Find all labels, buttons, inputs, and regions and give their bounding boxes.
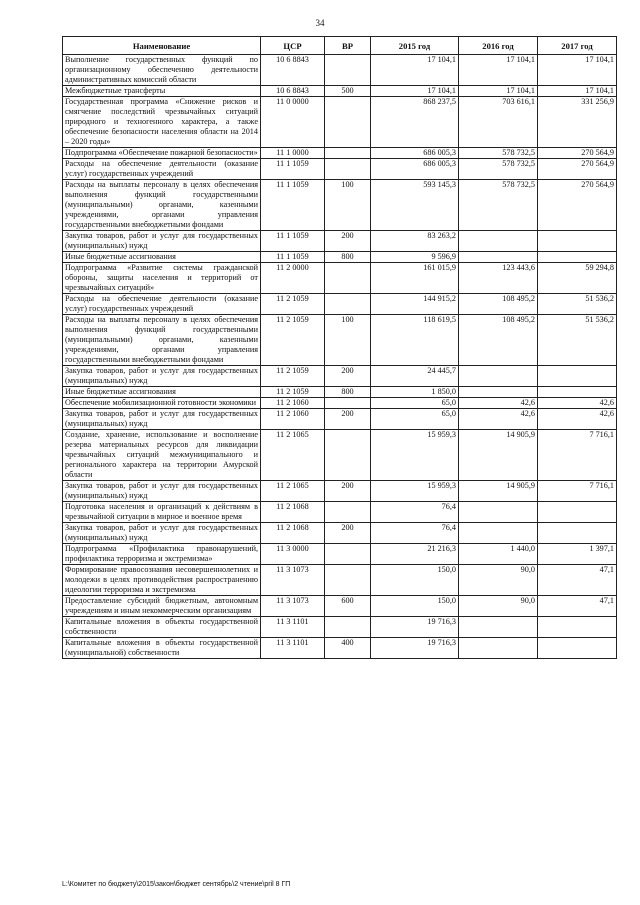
row-2017-cell: 331 256,9	[538, 97, 617, 148]
row-csr-cell: 10 6 8843	[261, 86, 325, 97]
row-2016-cell: 90,0	[459, 565, 538, 596]
row-csr-cell: 11 1 1059	[261, 252, 325, 263]
row-2016-cell: 578 732,5	[459, 148, 538, 159]
row-vr-cell	[325, 617, 371, 638]
row-name-cell: Капитальные вложения в объекты государственной (муниципальной) собственности	[63, 638, 261, 659]
page-number: 34	[315, 18, 325, 28]
row-csr-cell: 11 2 1068	[261, 523, 325, 544]
row-2017-cell: 270 564,9	[538, 159, 617, 180]
row-2015-cell: 17 104,1	[371, 86, 459, 97]
row-vr-cell	[325, 159, 371, 180]
row-vr-cell: 600	[325, 596, 371, 617]
table-row	[63, 502, 617, 523]
row-name-cell: Закупка товаров, работ и услуг для государственных (муниципальных) нужд	[63, 481, 261, 502]
row-2015-cell: 593 145,3	[371, 180, 459, 231]
row-vr-cell	[325, 565, 371, 596]
row-vr-cell: 500	[325, 86, 371, 97]
row-2016-cell: 108 495,2	[459, 315, 538, 366]
row-csr-cell: 11 2 0000	[261, 263, 325, 294]
row-vr-cell: 800	[325, 252, 371, 263]
row-2016-cell: 14 905,9	[459, 430, 538, 481]
row-csr-cell: 11 1 1059	[261, 180, 325, 231]
table-row	[63, 180, 617, 231]
row-2016-cell	[459, 502, 538, 523]
row-csr-cell: 11 2 1060	[261, 409, 325, 430]
table-row	[63, 315, 617, 366]
row-2017-cell: 47,1	[538, 565, 617, 596]
row-vr-cell: 100	[325, 180, 371, 231]
row-2015-cell: 118 619,5	[371, 315, 459, 366]
table-row	[63, 398, 617, 409]
row-2015-cell: 15 959,3	[371, 481, 459, 502]
row-name-cell: Расходы на выплаты персоналу в целях обеспечения выполнения функций государственными (муниципальными) органами, казенными учреждениями, органами управления государственными внебюджетными фондами	[63, 180, 261, 231]
row-2017-cell: 47,1	[538, 596, 617, 617]
row-vr-cell	[325, 148, 371, 159]
row-2016-cell	[459, 231, 538, 252]
row-2015-cell: 21 216,3	[371, 544, 459, 565]
row-name-cell: Создание, хранение, использование и восполнение резерва материальных ресурсов для ликвидации чрезвычайных ситуаций межмуниципального и регионального характера на территории Амурской области	[63, 430, 261, 481]
column-header-2016: 2016 год	[459, 37, 538, 55]
row-2015-cell: 161 015,9	[371, 263, 459, 294]
row-name-cell: Подпрограмма «Обеспечение пожарной безопасности»	[63, 148, 261, 159]
row-csr-cell: 11 3 1073	[261, 596, 325, 617]
row-vr-cell: 200	[325, 409, 371, 430]
row-vr-cell: 100	[325, 315, 371, 366]
row-name-cell: Закупка товаров, работ и услуг для государственных (муниципальных) нужд	[63, 523, 261, 544]
row-csr-cell: 11 2 1060	[261, 398, 325, 409]
column-header-2015: 2015 год	[371, 37, 459, 55]
row-2015-cell: 686 005,3	[371, 148, 459, 159]
row-vr-cell: 200	[325, 366, 371, 387]
row-2015-cell: 83 263,2	[371, 231, 459, 252]
row-vr-cell	[325, 55, 371, 86]
table-row	[63, 55, 617, 86]
row-vr-cell	[325, 294, 371, 315]
budget-table	[62, 36, 617, 659]
row-name-cell: Обеспечение мобилизационной готовности экономики	[63, 398, 261, 409]
row-2015-cell: 19 716,3	[371, 617, 459, 638]
row-csr-cell: 11 2 1065	[261, 481, 325, 502]
table-row	[63, 148, 617, 159]
row-2016-cell: 42,6	[459, 409, 538, 430]
row-name-cell: Подпрограмма «Развитие системы гражданской обороны, защиты населения и территорий от чрезвычайных ситуаций»	[63, 263, 261, 294]
table-row	[63, 638, 617, 659]
row-name-cell: Формирование правосознания несовершеннолетних и молодежи в целях противодействия распространению идеологии терроризма и экстремизма	[63, 565, 261, 596]
row-2016-cell	[459, 523, 538, 544]
row-csr-cell: 11 1 1059	[261, 159, 325, 180]
table-row	[63, 97, 617, 148]
row-2017-cell	[538, 523, 617, 544]
table-row	[63, 617, 617, 638]
row-2017-cell: 51 536,2	[538, 315, 617, 366]
row-name-cell: Расходы на выплаты персоналу в целях обеспечения выполнения функций государственными (муниципальными) органами, казенными учреждениями, органами управления государственными внебюджетными фондами	[63, 315, 261, 366]
table-row	[63, 387, 617, 398]
row-2016-cell	[459, 638, 538, 659]
row-csr-cell: 11 3 0000	[261, 544, 325, 565]
row-2017-cell: 51 536,2	[538, 294, 617, 315]
row-name-cell: Межбюджетные трансферты	[63, 86, 261, 97]
row-2015-cell: 65,0	[371, 409, 459, 430]
table-row	[63, 231, 617, 252]
row-2015-cell: 76,4	[371, 502, 459, 523]
table-row	[63, 565, 617, 596]
row-name-cell: Предоставление субсидий бюджетным, автономным учреждениям и иным некоммерческим организациям	[63, 596, 261, 617]
row-2017-cell: 1 397,1	[538, 544, 617, 565]
row-csr-cell: 11 2 1059	[261, 294, 325, 315]
table-body	[63, 55, 617, 659]
row-2017-cell	[538, 617, 617, 638]
row-name-cell: Подготовка населения и организаций к действиям в чрезвычайной ситуации в мирное и военное время	[63, 502, 261, 523]
row-2016-cell: 17 104,1	[459, 55, 538, 86]
row-vr-cell: 200	[325, 481, 371, 502]
table-row	[63, 409, 617, 430]
row-2017-cell: 270 564,9	[538, 180, 617, 231]
row-name-cell: Расходы на обеспечение деятельности (оказание услуг) государственных учреждений	[63, 294, 261, 315]
row-2016-cell: 90,0	[459, 596, 538, 617]
row-2016-cell	[459, 252, 538, 263]
table-row	[63, 430, 617, 481]
row-name-cell: Иные бюджетные ассигнования	[63, 252, 261, 263]
row-csr-cell: 11 0 0000	[261, 97, 325, 148]
row-2016-cell: 123 443,6	[459, 263, 538, 294]
row-2016-cell: 1 440,0	[459, 544, 538, 565]
table-row	[63, 523, 617, 544]
row-csr-cell: 11 2 1059	[261, 315, 325, 366]
column-header-csr: ЦСР	[261, 37, 325, 55]
row-2016-cell: 578 732,5	[459, 180, 538, 231]
row-vr-cell	[325, 430, 371, 481]
row-2017-cell	[538, 638, 617, 659]
table-row	[63, 294, 617, 315]
row-vr-cell	[325, 502, 371, 523]
row-2017-cell	[538, 387, 617, 398]
row-name-cell: Капитальные вложения в объекты государственной собственности	[63, 617, 261, 638]
column-header-vr: ВР	[325, 37, 371, 55]
row-2015-cell: 19 716,3	[371, 638, 459, 659]
row-2016-cell: 108 495,2	[459, 294, 538, 315]
table-row	[63, 544, 617, 565]
row-name-cell: Расходы на обеспечение деятельности (оказание услуг) государственных учреждений	[63, 159, 261, 180]
row-2016-cell: 17 104,1	[459, 86, 538, 97]
table-row	[63, 159, 617, 180]
row-2015-cell: 9 596,9	[371, 252, 459, 263]
row-2017-cell	[538, 231, 617, 252]
row-vr-cell: 200	[325, 231, 371, 252]
row-csr-cell: 11 3 1101	[261, 638, 325, 659]
row-2015-cell: 76,4	[371, 523, 459, 544]
row-csr-cell: 11 2 1065	[261, 430, 325, 481]
table-row	[63, 263, 617, 294]
row-2015-cell: 150,0	[371, 565, 459, 596]
row-csr-cell: 11 2 1059	[261, 366, 325, 387]
row-2016-cell: 703 616,1	[459, 97, 538, 148]
row-2015-cell: 144 915,2	[371, 294, 459, 315]
row-csr-cell: 11 2 1068	[261, 502, 325, 523]
table-row	[63, 481, 617, 502]
row-name-cell: Закупка товаров, работ и услуг для государственных (муниципальных) нужд	[63, 231, 261, 252]
row-2017-cell	[538, 502, 617, 523]
row-vr-cell	[325, 544, 371, 565]
row-2015-cell: 17 104,1	[371, 55, 459, 86]
row-2015-cell: 686 005,3	[371, 159, 459, 180]
row-2016-cell	[459, 366, 538, 387]
row-vr-cell: 400	[325, 638, 371, 659]
table-row	[63, 366, 617, 387]
row-vr-cell	[325, 97, 371, 148]
file-path-footer: L:\Комитет по бюджету\2015\закон\бюджет сентябрь\2 чтение\pril 8 ГП	[62, 881, 291, 888]
table-row	[63, 86, 617, 97]
row-2016-cell: 14 905,9	[459, 481, 538, 502]
row-name-cell: Закупка товаров, работ и услуг для государственных (муниципальных) нужд	[63, 366, 261, 387]
row-csr-cell: 10 6 8843	[261, 55, 325, 86]
row-name-cell: Закупка товаров, работ и услуг для государственных (муниципальных) нужд	[63, 409, 261, 430]
row-2017-cell: 42,6	[538, 409, 617, 430]
row-csr-cell: 11 2 1059	[261, 387, 325, 398]
row-name-cell: Выполнение государственных функций по организационному обеспечению деятельности административных комиссий области	[63, 55, 261, 86]
row-2017-cell: 42,6	[538, 398, 617, 409]
row-2015-cell: 1 850,0	[371, 387, 459, 398]
row-name-cell: Подпрограмма «Профилактика правонарушений, профилактика терроризма и экстремизма»	[63, 544, 261, 565]
row-csr-cell: 11 1 0000	[261, 148, 325, 159]
row-2017-cell: 17 104,1	[538, 55, 617, 86]
row-2017-cell	[538, 252, 617, 263]
row-2016-cell: 42,6	[459, 398, 538, 409]
row-2015-cell: 15 959,3	[371, 430, 459, 481]
table-row	[63, 596, 617, 617]
row-2015-cell: 150,0	[371, 596, 459, 617]
row-name-cell: Иные бюджетные ассигнования	[63, 387, 261, 398]
row-2017-cell: 7 716,1	[538, 430, 617, 481]
row-2017-cell	[538, 366, 617, 387]
row-2015-cell: 65,0	[371, 398, 459, 409]
row-2017-cell: 59 294,8	[538, 263, 617, 294]
row-vr-cell	[325, 398, 371, 409]
table-header-row	[63, 37, 617, 55]
column-header-name: Наименование	[63, 37, 261, 55]
row-vr-cell: 200	[325, 523, 371, 544]
row-2016-cell: 578 732,5	[459, 159, 538, 180]
row-2016-cell	[459, 617, 538, 638]
row-2017-cell: 7 716,1	[538, 481, 617, 502]
row-2017-cell: 270 564,9	[538, 148, 617, 159]
row-csr-cell: 11 1 1059	[261, 231, 325, 252]
row-2017-cell: 17 104,1	[538, 86, 617, 97]
row-2016-cell	[459, 387, 538, 398]
column-header-2017: 2017 год	[538, 37, 617, 55]
row-csr-cell: 11 3 1073	[261, 565, 325, 596]
table-row	[63, 252, 617, 263]
row-vr-cell	[325, 263, 371, 294]
row-2015-cell: 868 237,5	[371, 97, 459, 148]
row-csr-cell: 11 3 1101	[261, 617, 325, 638]
row-vr-cell: 800	[325, 387, 371, 398]
row-name-cell: Государственная программа «Снижение рисков и смягчение последствий чрезвычайных ситуаций природного и техногенного характера, а также обеспечение безопасности населения области на 2014 – 2020 годы»	[63, 97, 261, 148]
row-2015-cell: 24 445,7	[371, 366, 459, 387]
